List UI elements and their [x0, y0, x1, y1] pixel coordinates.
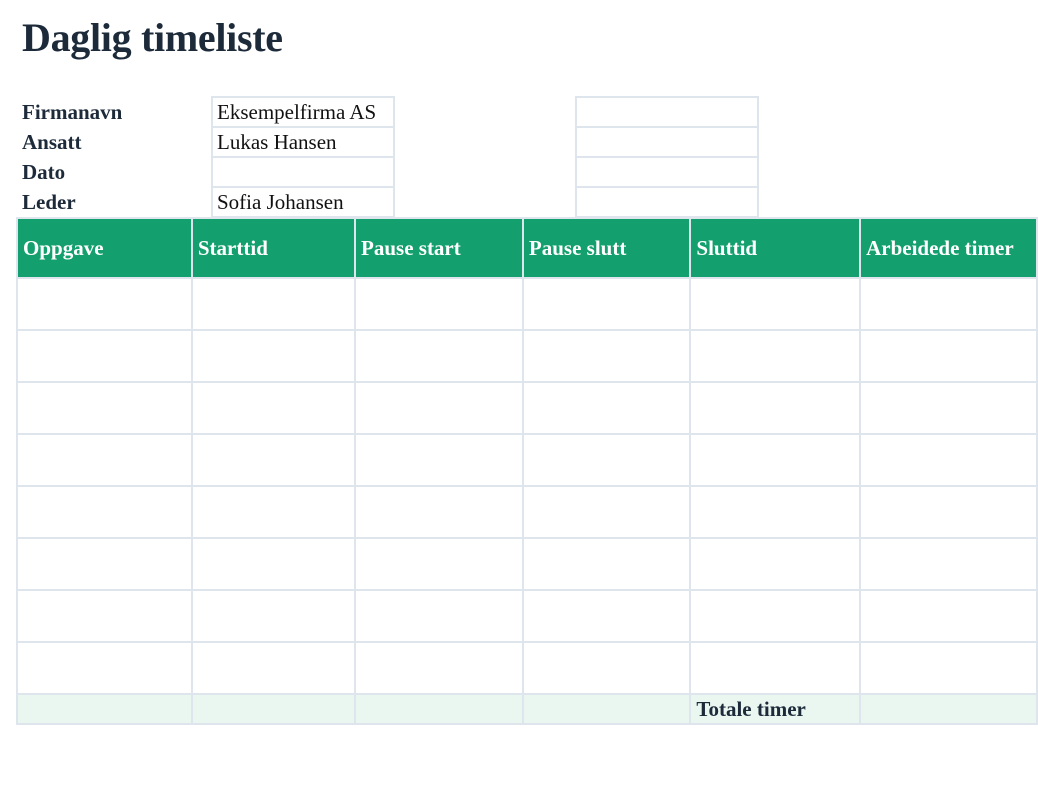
total-cell[interactable] — [17, 694, 192, 724]
table-cell[interactable] — [192, 382, 355, 434]
table-cell[interactable] — [523, 486, 690, 538]
label-employee: Ansatt — [22, 130, 82, 154]
employee-name-cell[interactable]: Lukas Hansen — [211, 126, 395, 158]
header-break-start: Pause start — [355, 218, 523, 278]
table-cell[interactable] — [523, 330, 690, 382]
table-cell[interactable] — [860, 330, 1037, 382]
timesheet-table — [16, 217, 1038, 725]
table-cell[interactable] — [355, 278, 523, 330]
table-row — [17, 434, 1037, 486]
table-cell[interactable] — [355, 642, 523, 694]
total-label: Totale timer — [690, 694, 860, 724]
table-cell[interactable] — [690, 382, 860, 434]
header-hours-worked: Arbeidede timer — [860, 218, 1037, 278]
table-cell[interactable] — [690, 278, 860, 330]
table-cell[interactable] — [17, 642, 192, 694]
table-header-row — [17, 218, 1037, 278]
manager-name-cell[interactable]: Sofia Johansen — [211, 186, 395, 218]
table-row — [17, 486, 1037, 538]
table-cell[interactable] — [355, 330, 523, 382]
table-row — [17, 538, 1037, 590]
total-cell[interactable] — [355, 694, 523, 724]
table-cell[interactable] — [17, 278, 192, 330]
table-cell[interactable] — [17, 538, 192, 590]
table-cell[interactable] — [192, 330, 355, 382]
table-cell[interactable] — [860, 382, 1037, 434]
table-cell[interactable] — [523, 642, 690, 694]
table-cell[interactable] — [355, 538, 523, 590]
table-cell[interactable] — [860, 590, 1037, 642]
extra-cell[interactable] — [575, 126, 759, 158]
table-cell[interactable] — [690, 590, 860, 642]
extra-cell[interactable] — [575, 186, 759, 218]
label-manager: Leder — [22, 190, 76, 214]
table-cell[interactable] — [523, 434, 690, 486]
total-cell[interactable] — [523, 694, 690, 724]
table-cell[interactable] — [17, 330, 192, 382]
header-start-time: Starttid — [192, 218, 355, 278]
table-cell[interactable] — [860, 434, 1037, 486]
table-cell[interactable] — [192, 486, 355, 538]
table-cell[interactable] — [860, 538, 1037, 590]
table-cell[interactable] — [355, 590, 523, 642]
table-cell[interactable] — [355, 382, 523, 434]
table-cell[interactable] — [192, 538, 355, 590]
table-cell[interactable] — [192, 590, 355, 642]
table-cell[interactable] — [690, 642, 860, 694]
table-body — [17, 278, 1037, 694]
table-cell[interactable] — [690, 434, 860, 486]
company-name-cell[interactable]: Eksempelfirma AS — [211, 96, 395, 128]
table-cell[interactable] — [523, 382, 690, 434]
label-date: Dato — [22, 160, 66, 184]
header-break-end: Pause slutt — [523, 218, 690, 278]
header-task: Oppgave — [17, 218, 192, 278]
table-cell[interactable] — [192, 642, 355, 694]
table-cell[interactable] — [17, 486, 192, 538]
table-cell[interactable] — [690, 330, 860, 382]
table-cell[interactable] — [690, 486, 860, 538]
extra-cell[interactable] — [575, 96, 759, 128]
table-cell[interactable] — [192, 278, 355, 330]
table-cell[interactable] — [523, 538, 690, 590]
table-cell[interactable] — [690, 538, 860, 590]
table-cell[interactable] — [523, 278, 690, 330]
table-row — [17, 330, 1037, 382]
total-cell[interactable] — [192, 694, 355, 724]
header-end-time: Sluttid — [690, 218, 860, 278]
table-row — [17, 590, 1037, 642]
table-cell[interactable] — [17, 434, 192, 486]
table-cell[interactable] — [17, 590, 192, 642]
table-cell[interactable] — [860, 642, 1037, 694]
table-cell[interactable] — [17, 382, 192, 434]
extra-cell[interactable] — [575, 156, 759, 188]
table-cell[interactable] — [192, 434, 355, 486]
table-cell[interactable] — [355, 434, 523, 486]
table-cell[interactable] — [860, 486, 1037, 538]
total-value[interactable] — [860, 694, 1037, 724]
label-company: Firmanavn — [22, 100, 123, 124]
page-title: Daglig timeliste — [22, 15, 283, 60]
date-cell[interactable] — [211, 156, 395, 188]
table-row — [17, 278, 1037, 330]
table-cell[interactable] — [523, 590, 690, 642]
table-row — [17, 382, 1037, 434]
table-row — [17, 642, 1037, 694]
table-cell[interactable] — [355, 486, 523, 538]
table-cell[interactable] — [860, 278, 1037, 330]
total-row — [17, 694, 1037, 724]
